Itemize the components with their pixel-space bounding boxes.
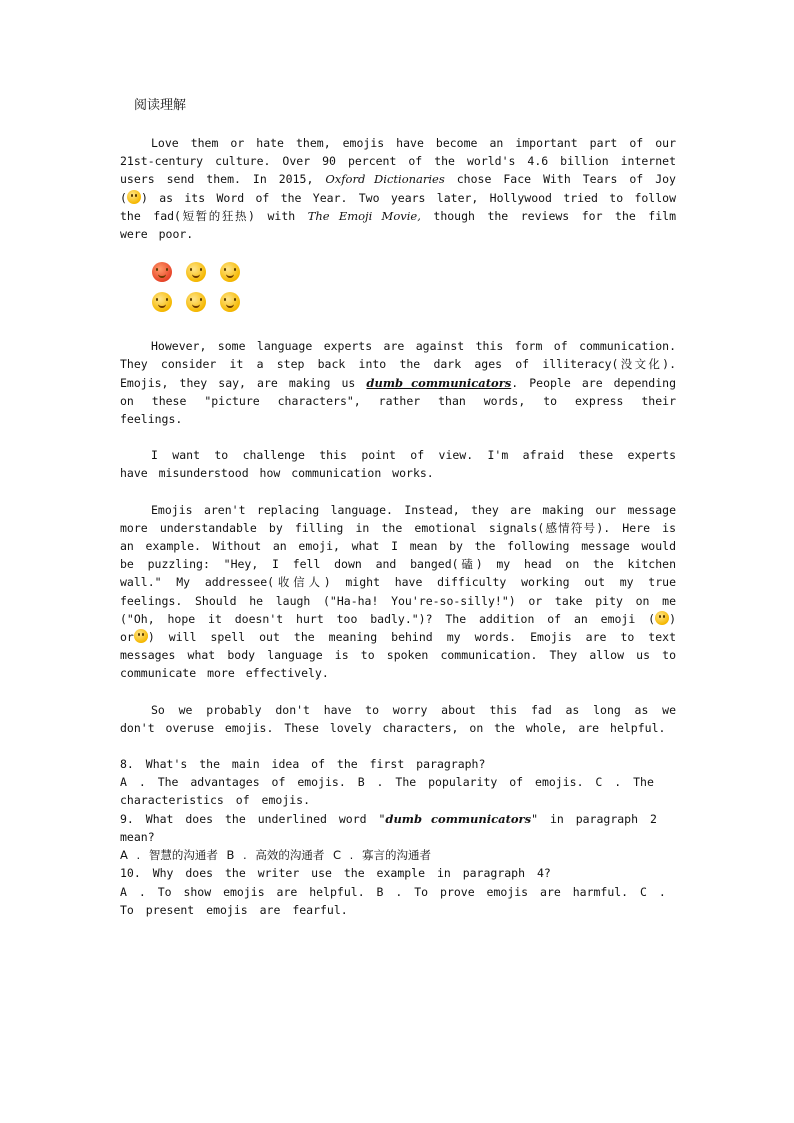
laughing-face-icon (655, 611, 669, 625)
grinning-face-icon (220, 262, 240, 282)
paragraph-2 (120, 337, 676, 428)
p4-text-or: ) or (120, 611, 676, 645)
p2-text-b: . People are depending on these "picture characters", rather than words, to express their feelings. (120, 375, 676, 427)
q10-options: A . To show emojis are helpful. B . To prove emojis are harmful. C . To present emojis are fearful. (120, 884, 666, 917)
document-page (120, 96, 676, 919)
p1-text-a: Love them or hate them, emojis have become an important part of our 21st-century culture. Over 90 percent of the world's 4.6 billion internet users send them. In 2015, (120, 136, 676, 187)
hand-face-icon (186, 292, 206, 312)
paragraph-3: I want to challenge this point of view. I'm afraid these experts have misunderstood how communication works. (120, 448, 676, 481)
section-title: 阅读理解 (134, 98, 187, 113)
emoji-movie-title: The Emoji Movie, (307, 208, 421, 223)
angry-face-icon (152, 262, 172, 282)
q9-options: A . 智慧的沟通者 B . 高效的沟通者 C . 寡言的沟通者 (120, 848, 431, 863)
p4-text-a: Emojis aren't replacing language. Instead, they are making our message more understandable by filling in the emotional signals(感情符号). Here is an example. Without an emoji, what I mean by the following message would be puzzling: "Hey, I fell down and banged(磕) my head on the kitchen wall." My addressee(收信人) might have difficulty working out my true feelings. Should he laugh ("Ha-ha! You're-so-silly!") or take pity on me ("Oh, hope it doesn't hurt too badly.")? The addition of an emoji ( (120, 502, 676, 626)
q9-word: dumb communicators (385, 811, 532, 826)
q9-stem (120, 810, 676, 846)
q10-stem: 10. Why does the writer use the example in paragraph 4? (120, 866, 551, 881)
paragraph-5: So we probably don't have to worry about this fad as long as we don't overuse emojis. These lovely characters, on the whole, are helpful. (120, 702, 676, 735)
oxford-dictionaries: Oxford Dictionaries (325, 172, 445, 187)
p4-text-b: ) will spell out the meaning behind my words. Emojis are to text messages what body language is to spoken communication. They allow us to communicate more effectively. (120, 630, 676, 681)
p1-text-c: ) as its Word of the Year. Two years later, Hollywood tried to follow the fad(短暂的狂热) with (120, 190, 676, 223)
underlined-word: dumb communicators (366, 375, 512, 390)
questions (120, 755, 676, 919)
p1-text-b: chose Face With Tears of Joy ( (120, 172, 676, 205)
sad-face-icon (134, 629, 148, 643)
p2-text-a: However, some language experts are against this form of communication. They consider it a step back into the dark ages of illiteracy(没文化). Emojis, they say, are making us (120, 339, 676, 390)
q8-stem: 8. What's the main idea of the first paragraph? (120, 757, 486, 772)
thinking-face-icon (152, 292, 172, 312)
p1-text-d: though the reviews for the film were poor. (120, 208, 677, 242)
smiling-face-icon (220, 292, 240, 312)
q9-stem-a: 9. What does the underlined word " (120, 811, 386, 826)
paragraph-4 (120, 501, 676, 683)
emoji-row-1 (152, 257, 676, 287)
q8-options: A . The advantages of emojis. B . The popularity of emojis. C . The characteristics of emojis. (120, 775, 654, 808)
tears-of-joy-icon (127, 190, 141, 204)
paragraph-1 (120, 134, 676, 243)
emoji-row-2 (152, 287, 676, 317)
winking-face-icon (186, 262, 206, 282)
q9-stem-b: " in paragraph 2 mean? (120, 811, 657, 844)
